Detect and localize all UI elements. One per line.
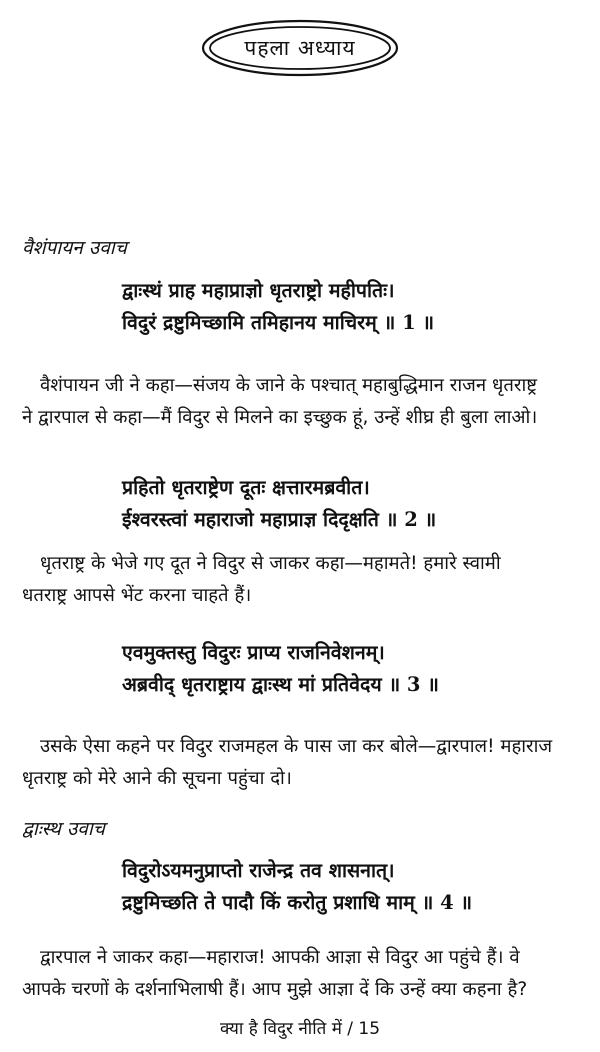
verse-3 [122, 637, 439, 701]
translation-2 [22, 548, 588, 612]
verse-line: द्रष्टुमिच्छति ते पादौ किं करोतु प्रशाधि माम् [122, 891, 415, 914]
translation-line: धृतराष्ट्र को मेरे आने की सूचना पहुंचा दो। [22, 768, 292, 789]
verse-number: ॥ 1 ॥ [383, 311, 435, 334]
verse-line: ईश्वरस्त्वां महाराजो महाप्राज्ञ दिदृक्षति [122, 508, 379, 531]
verse-line: अब्रवीद् धृतराष्ट्राय द्वाःस्थ मां प्रतिवेदय [122, 673, 382, 696]
running-title: क्या है विदुर नीति में [219, 1019, 342, 1039]
translation-line: वैशंपायन जी ने कहा—संजय के जाने के पश्चात् महाबुद्धिमान राजन धृतराष्ट्र [40, 375, 538, 396]
footer-separator: / [347, 1019, 354, 1039]
translation-1 [22, 370, 588, 434]
verse-line: द्वाःस्थं प्राह महाप्राज्ञो धृतराष्ट्रो महीपतिः। [122, 279, 395, 302]
page-footer [0, 1016, 600, 1039]
chapter-title-badge [200, 18, 400, 78]
verse-line: विदुरोऽयमनुप्राप्तो राजेन्द्र तव शासनात्। [122, 859, 395, 882]
verse-number: ॥ 2 ॥ [385, 508, 437, 531]
speaker-heading: द्वाःस्थ उवाच [22, 818, 105, 840]
translation-3 [22, 731, 588, 795]
page-number: 15 [358, 1019, 381, 1039]
translation-line: ने द्वारपाल से कहा—मैं विदुर से मिलने का इच्छुक हूं, उन्हें शीघ्र ही बुला लाओ। [22, 407, 538, 428]
verse-line: एवमुक्तस्तु विदुरः प्राप्य राजनिवेशनम्। [122, 641, 385, 664]
translation-line: उसके ऐसा कहने पर विदुर राजमहल के पास जा कर बोले—द्वारपाल! महाराज [40, 736, 553, 757]
verse-1 [122, 275, 434, 339]
verse-2 [122, 472, 436, 536]
translation-line: द्वारपाल ने जाकर कहा—महाराज! आपकी आज्ञा से विदुर आ पहुंचे हैं। वे [40, 947, 520, 968]
speaker-heading: वैशंपायन उवाच [22, 237, 127, 259]
verse-line: प्रहितो धृतराष्ट्रेण दूतः क्षत्तारमब्रवीत। [122, 476, 370, 499]
chapter-title: पहला अध्याय [244, 36, 356, 60]
verse-4 [122, 855, 472, 919]
verse-number: ॥ 3 ॥ [388, 673, 439, 696]
translation-line: धतराष्ट्र आपसे भेंट करना चाहते हैं। [22, 585, 252, 606]
verse-number: ॥ 4 ॥ [421, 891, 473, 914]
translation-4 [22, 942, 588, 1006]
translation-line: धृतराष्ट्र के भेजे गए दूत ने विदुर से जाकर कहा—महामते! हमारे स्वामी [40, 553, 501, 574]
verse-line: विदुरं द्रष्टुमिच्छामि तमिहानय माचिरम् [122, 311, 377, 334]
translation-line: आपके चरणों के दर्शनाभिलाषी हैं। आप मुझे आज्ञा दें कि उन्हें क्या कहना है? [22, 979, 528, 1000]
